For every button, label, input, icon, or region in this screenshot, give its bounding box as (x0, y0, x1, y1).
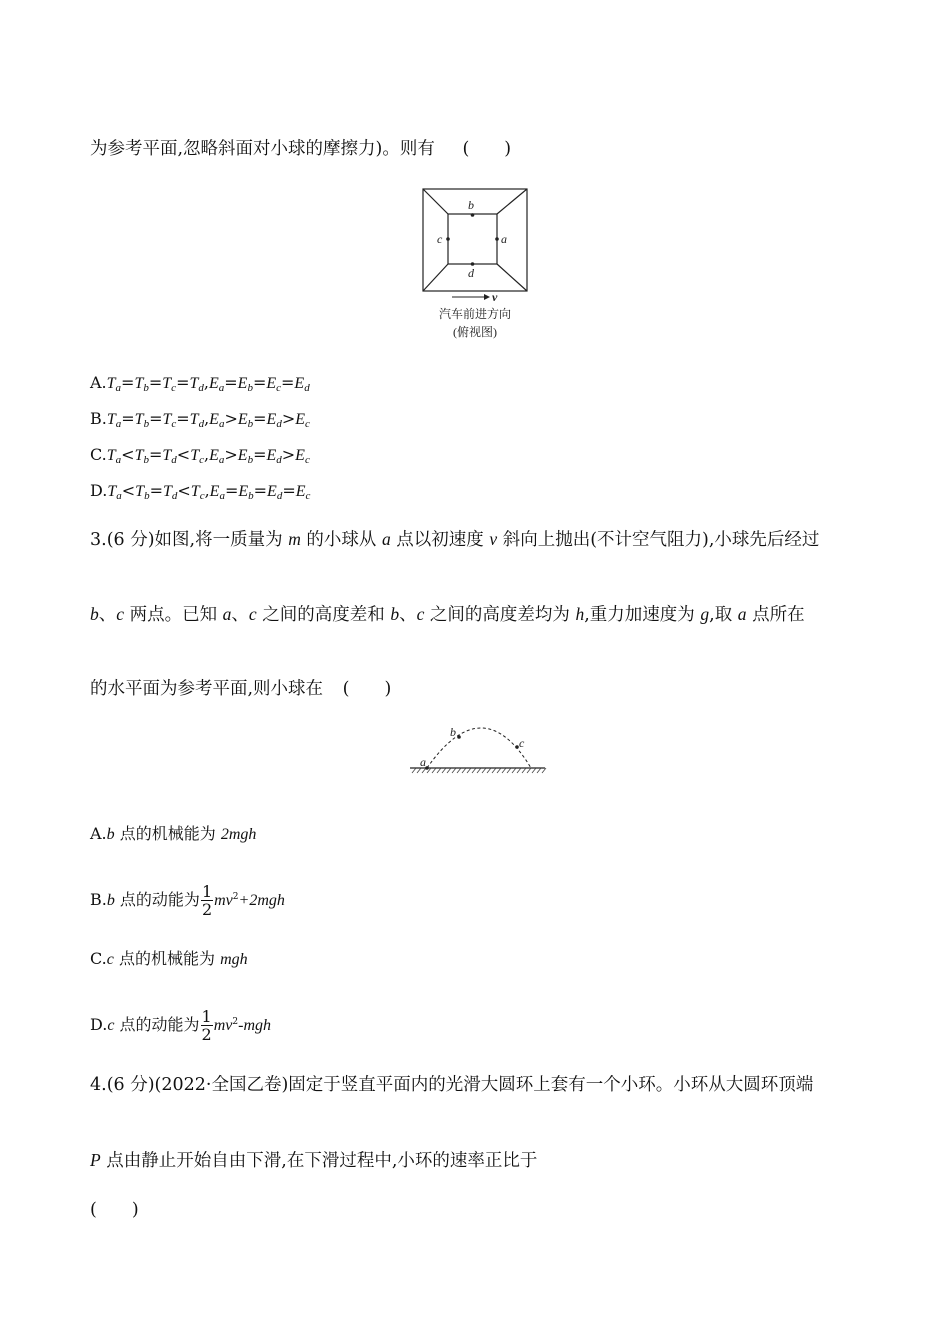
E-symbol: E (266, 411, 277, 428)
relation-operator: > (281, 445, 296, 464)
corner-line-tr (497, 189, 527, 214)
T-subscript: b (143, 382, 149, 394)
option-mv: mv (213, 1017, 233, 1034)
relation-operator: < (177, 481, 191, 500)
point-b (457, 735, 461, 739)
E-symbol: E (295, 483, 306, 500)
option-rest: -mgh (238, 1017, 272, 1034)
q3-text: 的水平面为参考平面,则小球在 (90, 679, 324, 699)
q3-line1 (90, 527, 819, 552)
corner-line-br (497, 264, 527, 291)
q3-option-d[interactable] (90, 1008, 271, 1043)
q3-text: 两点。已知 (124, 605, 223, 625)
q3-option-c[interactable] (90, 948, 248, 971)
T-symbol: T (107, 483, 117, 500)
E-symbol: E (295, 411, 306, 428)
T-symbol: T (162, 375, 172, 392)
q3-text: 的小球从 (300, 530, 382, 550)
T-symbol: T (190, 447, 200, 464)
q3-text: ,重力加速度为 (584, 605, 701, 625)
T-symbol: T (162, 483, 172, 500)
relation-operator: = (176, 373, 190, 392)
q3-answer-paren: ( ) (342, 679, 392, 699)
q3-var-m: m (288, 529, 301, 549)
relation-operator: < (121, 481, 136, 500)
relation-operator: > (224, 445, 238, 464)
E-symbol: E (208, 375, 219, 392)
E-subscript: b (247, 454, 254, 466)
option-text: 点的动能为 (114, 1015, 200, 1034)
q2-answer-paren: ( ) (462, 139, 512, 159)
E-subscript: a (218, 454, 225, 466)
q2-tail-line (90, 137, 511, 161)
relation-operator: = (281, 373, 295, 392)
option-text: 点的机械能为 (113, 949, 221, 968)
T-symbol: T (189, 375, 199, 392)
q4-line2 (90, 1148, 537, 1173)
fraction-denominator: 2 (201, 1025, 212, 1044)
relation-operator: = (121, 373, 135, 392)
E-symbol: E (238, 483, 249, 500)
q3-var-a: a (737, 604, 747, 624)
relation-operator: = (148, 445, 163, 464)
E-symbol: E (237, 375, 248, 392)
E-subscript: d (276, 418, 282, 430)
relation-operator: = (224, 481, 239, 500)
q3-var-c: c (116, 604, 125, 624)
T-subscript: a (115, 418, 122, 430)
T-subscript: b (144, 490, 150, 502)
q2-tail-text: 为参考平面,忽略斜面对小球的摩擦力)。则有 (90, 139, 435, 159)
T-subscript: d (171, 454, 177, 466)
E-subscript: c (305, 418, 310, 430)
q3-var-b: b (390, 604, 400, 624)
relation-operator: = (253, 445, 267, 464)
option-value: 2mgh (220, 826, 257, 843)
T-symbol: T (189, 411, 199, 428)
option-exponent: 2 (232, 892, 239, 902)
E-subscript: a (218, 418, 225, 430)
T-subscript: c (171, 382, 177, 394)
relation-operator: < (121, 445, 135, 464)
point-a (495, 237, 499, 241)
option-var: c (106, 951, 114, 968)
T-subscript: a (115, 454, 122, 466)
T-symbol: T (135, 483, 145, 500)
E-subscript: d (304, 382, 310, 394)
direction-arrowhead (484, 294, 490, 300)
option-letter: B. (90, 890, 107, 909)
E-symbol: E (294, 375, 305, 392)
ground-hatching (412, 768, 546, 773)
q3-line3 (90, 677, 391, 701)
fraction (201, 1008, 213, 1043)
E-subscript: d (276, 454, 282, 466)
relation-operator: < (176, 445, 191, 464)
T-subscript: d (171, 490, 178, 502)
E-subscript: a (219, 490, 225, 502)
relation-operator: = (149, 481, 163, 500)
q3-var-b: b (90, 604, 99, 624)
q3-text: 3.(6 分)如图,将一质量为 (90, 530, 289, 550)
q4-line3 (90, 1198, 139, 1222)
E-subscript: b (247, 418, 254, 430)
E-symbol: E (209, 411, 219, 428)
q3-text: 之间的高度差和 (256, 605, 391, 625)
option-letter: B. (90, 409, 107, 428)
fraction-denominator: 2 (201, 900, 213, 919)
q2-option-b[interactable] (90, 408, 310, 435)
E-subscript: d (276, 490, 283, 502)
inner-box (448, 214, 497, 264)
q4-text: 4.(6 分)(2022·全国乙卷)固定于竖直平面内的光滑大圆环上套有一个小环。小环从大圆环顶端 (90, 1075, 814, 1095)
q4-text: 点由静止开始自由下滑,在下滑过程中,小环的速率正比于 (100, 1151, 538, 1171)
relation-operator: > (224, 409, 238, 428)
q3-var-v: v (489, 529, 498, 549)
q3-line2 (90, 602, 805, 627)
E-symbol: E (237, 447, 248, 464)
q3-text: 点以初速度 (390, 530, 490, 550)
T-symbol: T (134, 411, 144, 428)
q3-var-h: h (575, 604, 585, 624)
T-symbol: T (134, 375, 144, 392)
q4-line1 (90, 1073, 813, 1097)
option-letter: C. (90, 949, 107, 968)
q3-var-a: a (222, 604, 232, 624)
relation-operator: = (253, 409, 267, 428)
T-subscript: a (115, 382, 122, 394)
relation-operator: = (148, 373, 163, 392)
q3-option-a[interactable] (90, 823, 256, 846)
trajectory-path (427, 728, 531, 768)
caption-direction: 汽车前进方向 (438, 307, 512, 321)
E-symbol: E (209, 483, 220, 500)
fraction-numerator: 1 (201, 882, 213, 901)
corner-line-bl (423, 264, 448, 291)
option-exponent: 2 (232, 1017, 239, 1027)
q2-option-a[interactable] (90, 372, 310, 399)
T-subscript: d (198, 382, 204, 394)
label-b: b (468, 198, 474, 212)
option-var: b (106, 892, 115, 909)
corner-line-tl (423, 189, 448, 214)
fraction (201, 883, 213, 918)
q3-var-g: g (700, 604, 710, 624)
label-c: c (519, 736, 525, 750)
separator-comma: , (203, 373, 209, 392)
label-b: b (450, 725, 456, 739)
q3-text: 、 (399, 605, 417, 625)
relation-operator: = (282, 481, 296, 500)
T-symbol: T (106, 375, 116, 392)
E-subscript: c (305, 490, 311, 502)
label-c: c (437, 232, 443, 246)
T-subscript: d (198, 418, 205, 430)
separator-comma: , (204, 445, 210, 464)
q3-text: 、 (231, 605, 249, 625)
E-symbol: E (237, 411, 248, 428)
option-var: b (106, 826, 115, 843)
relation-operator: = (121, 409, 135, 428)
E-symbol: E (266, 375, 277, 392)
relation-operator: = (149, 409, 163, 428)
q3-text: 之间的高度差均为 (424, 605, 576, 625)
relation-operator: = (176, 409, 190, 428)
relation-operator: > (281, 409, 296, 428)
T-subscript: c (199, 490, 205, 502)
caption-topview: (俯视图) (453, 325, 497, 339)
relation-operator: = (253, 481, 268, 500)
T-symbol: T (190, 483, 200, 500)
T-subscript: b (143, 418, 150, 430)
q4-var-p: P (90, 1150, 101, 1170)
separator-comma: , (204, 481, 210, 500)
T-symbol: T (162, 411, 172, 428)
separator-comma: , (204, 409, 210, 428)
option-text: 点的机械能为 (114, 824, 221, 843)
label-a: a (501, 232, 507, 246)
T-symbol: T (162, 447, 172, 464)
E-subscript: b (247, 382, 253, 394)
car-top-view-figure (410, 185, 540, 345)
label-a: a (420, 755, 426, 769)
E-subscript: c (304, 454, 310, 466)
T-subscript: c (171, 418, 177, 430)
option-rest: +2mgh (238, 892, 285, 909)
T-subscript: b (143, 454, 149, 466)
option-letter: C. (90, 445, 107, 464)
label-d: d (468, 266, 474, 280)
option-letter: A. (90, 373, 107, 392)
fraction-numerator: 1 (201, 1007, 212, 1026)
E-subscript: b (248, 490, 254, 502)
q3-text: 斜向上抛出(不计空气阻力),小球先后经过 (497, 530, 820, 550)
q2-option-d[interactable] (90, 480, 310, 507)
E-symbol: E (295, 447, 305, 464)
q3-var-c: c (416, 604, 425, 624)
T-symbol: T (106, 447, 116, 464)
T-symbol: T (106, 411, 116, 428)
point-b (471, 213, 475, 217)
E-subscript: a (218, 382, 225, 394)
E-symbol: E (266, 447, 277, 464)
q2-option-c[interactable] (90, 444, 310, 471)
option-letter: A. (90, 824, 107, 843)
option-letter: D. (90, 1015, 108, 1034)
option-text: 点的动能为 (114, 890, 200, 909)
option-var: c (107, 1017, 115, 1034)
relation-operator: = (224, 373, 238, 392)
label-v: v (492, 290, 498, 304)
E-subscript: c (276, 382, 282, 394)
q3-var-a: a (381, 529, 391, 549)
E-symbol: E (209, 447, 219, 464)
relation-operator: = (252, 373, 267, 392)
q3-text: 点所在 (746, 605, 805, 625)
q4-answer-paren: ( ) (90, 1200, 139, 1220)
option-value: mgh (220, 951, 248, 968)
option-mv: mv (214, 892, 233, 909)
projectile-figure (405, 722, 550, 777)
q3-option-b[interactable] (90, 883, 285, 918)
E-symbol: E (267, 483, 277, 500)
q3-text: ,取 (709, 605, 738, 625)
q3-var-c: c (248, 604, 257, 624)
q3-text: 、 (98, 605, 117, 625)
option-letter: D. (90, 481, 108, 500)
T-symbol: T (134, 447, 144, 464)
T-subscript: a (116, 490, 122, 502)
point-c (446, 237, 450, 241)
T-subscript: c (199, 454, 204, 466)
